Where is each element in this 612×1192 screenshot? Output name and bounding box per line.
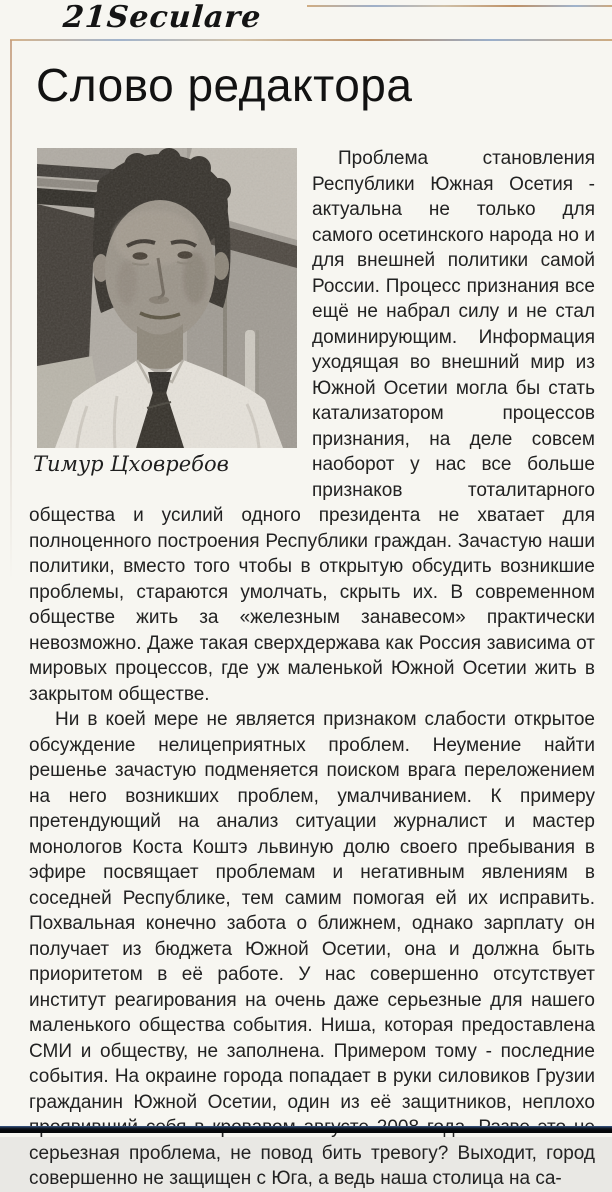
top-edge-rule xyxy=(307,5,612,7)
header-rule xyxy=(10,39,612,41)
photo-figure xyxy=(33,148,297,477)
photo-caption: Тимур Цховребов xyxy=(33,452,229,476)
bottom-bar-rule xyxy=(0,1126,612,1133)
article-paragraph-1: Проблема становления Республики Южная Осетия - актуальна не только для самого осетинского народа но и для внешней политики самой России. Процесс признания все ещё не набрал силу и не стал доминирующим. Информация уходящая во внешний мир из Южной Осетии могла бы стать катализатором процессов признания, на деле совсем наоборот у нас все больше признаков тоталитарного общества и усилий одного президента не хватает для полноценного построения Республики граждан. Зачастую наши политики, вместо того чтобы в открытую обсудить возникшие проблемы, стараются умолчать, скрыть их. В современном обществе жить за «железным занавесом» практически невозможно. Даже такая сверхдержава как Россия зависима от мировых процессов, где уж маленькой Южной Осетии жить в закрытом обществе. xyxy=(29,148,595,705)
page-title: Слово редактора xyxy=(36,59,413,111)
masthead-logo: 21Seculare xyxy=(61,0,263,35)
left-border-rule xyxy=(10,40,12,580)
portrait-photo xyxy=(37,148,297,448)
article-body xyxy=(29,146,595,1192)
article-paragraph-2: Ни в коей мере не является признаком слабости открытое обсуждение нелицеприятных проблем. Неумение найти решенье зачастую подменяется поиском врага переложением на него возникших проблем, умалчиванием. К примеру претендующий на анализ ситуации журналист и мастер монологов Коста Коштэ львиную долю своего пребывания в эфире посвящает проблемам и негативным явлениям в соседней Республике, тем самим помогая ей их исправить. Похвальная конечно забота о ближнем, однако зарплату он получает из бюджета Южной Осетии, она и должна быть приоритетом в её работе. У нас совершенно отсутствует институт реагирования на очень даже серьезные для нашего маленького общества события. Ниша, которая предоставлена СМИ и обществу, не заполнена. Примером тому - последние события. На окраине города попадает в руки силовиков Грузии гражданин Южной Осетии, один из её защитников, неплохо серьезная проблема, не повод бить тревогу? Выходит, город совершенно не защищен с Юга, а ведь наша столица на са- xyxy=(29,709,595,1189)
